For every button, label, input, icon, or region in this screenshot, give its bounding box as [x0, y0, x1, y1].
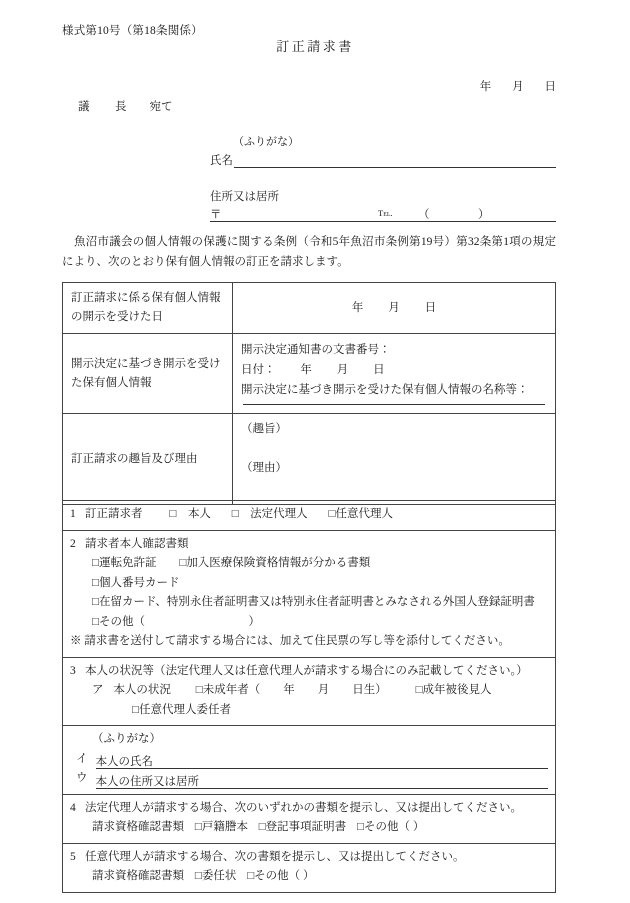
addressee-title: 議 長: [78, 101, 134, 113]
reason-label: （理由）: [241, 462, 287, 474]
item-5-line: [70, 848, 548, 868]
applicant-furigana-label: （ふりがな）: [233, 136, 299, 148]
item-5-options-row: [70, 867, 548, 887]
document-date-day: 日: [373, 364, 385, 376]
item-4-option-family-register[interactable]: □戸籍謄本: [194, 821, 248, 833]
document-date-line: [241, 360, 547, 380]
postal-code-symbol: 〒: [210, 209, 222, 221]
row-header-purpose-reason: [63, 414, 233, 505]
item-4-number: 4: [70, 801, 76, 814]
applicant-name-label: 氏名: [210, 155, 233, 167]
body-paragraph: 魚沼市議会の個人情報の保護に関する条例（令和5年魚沼市条例第19号）第32条第1項の規定により、次のとおり保有個人情報の訂正を請求します。: [62, 236, 556, 268]
date-month-label: 月: [512, 81, 524, 93]
row-header-label: 訂正請求に係る保有個人情報の開示を受けた日: [71, 292, 221, 323]
table-row: [63, 334, 556, 414]
item-3-address-row: [70, 769, 548, 789]
item-1-option-voluntary-rep[interactable]: □任意代理人: [328, 508, 393, 520]
item-4-label: 法定代理人が請求する場合、次のいずれかの書類を提示し、又は提出してください。: [85, 801, 522, 814]
table-row: [63, 726, 556, 795]
item-3-label: 本人の状況等（法定代理人又は任意代理人が請求する場合にのみ記載してください。）: [85, 664, 528, 677]
submission-date-line: [480, 78, 556, 94]
row-value-disclosed-info[interactable]: [233, 334, 556, 414]
item-3-sub-a-marker: ア: [92, 684, 104, 696]
disclosure-date-fields: [233, 293, 555, 324]
table-row: [63, 530, 556, 657]
item-2-option-my-number-card[interactable]: □個人番号カード: [92, 576, 180, 589]
item-3-option-adult-ward[interactable]: □成年被後見人: [415, 684, 492, 696]
purpose-label: （趣旨）: [241, 423, 287, 435]
item-1-label: 訂正請求者: [85, 508, 143, 520]
item-5-docs-label: 請求資格確認書類: [92, 870, 184, 882]
reason-input-area[interactable]: [241, 478, 547, 498]
table-row: [63, 657, 556, 726]
item-3-option-voluntary-delegator[interactable]: □任意代理人委任者: [132, 703, 231, 716]
item-3-address-input[interactable]: [199, 773, 548, 789]
item-2-options-row-4: [70, 613, 548, 633]
document-date-year: 年: [300, 364, 312, 376]
table-row: [63, 414, 556, 505]
row-value-purpose-reason[interactable]: [233, 414, 556, 505]
table-row: [63, 501, 556, 531]
item-1-option-self[interactable]: □ 本人: [169, 508, 211, 520]
table-row: [63, 794, 556, 843]
row-header-disclosure-date: [63, 283, 233, 334]
table-row: [63, 283, 556, 334]
disclosure-year-label: 年: [351, 301, 364, 314]
telephone-paren-open: （: [418, 209, 430, 221]
item-3-sub-c-label: 本人の住所又は居所: [96, 773, 200, 789]
item-1-option-legal-rep[interactable]: □ 法定代理人: [231, 508, 308, 520]
document-title: 訂正請求書: [276, 39, 354, 54]
applicant-address-label: 住所又は居所: [210, 191, 279, 203]
item-5-label: 任意代理人が請求する場合、次の書類を提示し、又は提出してください。: [85, 850, 465, 863]
item-3-name-row: [70, 750, 548, 770]
checklist-table: [62, 500, 556, 893]
item-2-options-row-3: [70, 593, 548, 613]
item-2-number: 2: [70, 537, 76, 550]
item-1-line: [70, 505, 548, 525]
row-header-label: 訂正請求の趣旨及び理由: [71, 452, 198, 465]
date-day-label: 日: [544, 81, 556, 93]
telephone-label: Tel.: [378, 208, 393, 218]
row-header-disclosed-info: [63, 334, 233, 414]
disclosure-info-table: [62, 282, 556, 505]
disclosed-info-name-input[interactable]: [243, 403, 545, 405]
disclosed-info-name-line: 開示決定に基づき開示を受けた保有個人情報の名称等：: [241, 384, 529, 396]
item-4-option-registry-certificate[interactable]: □登記事項証明書: [258, 821, 347, 833]
item-1-cell: [63, 501, 556, 531]
item-2-line: [70, 535, 548, 555]
applicant-name-input[interactable]: [234, 154, 556, 168]
purpose-input-area[interactable]: [241, 439, 547, 459]
item-5-option-other[interactable]: □その他（ ）: [247, 870, 315, 882]
item-3-line: [70, 662, 548, 682]
item-3-sub-c-marker: ウ: [76, 772, 88, 784]
disclosure-day-label: 日: [424, 301, 437, 314]
item-4-docs-label: 請求資格確認書類: [92, 821, 184, 833]
applicant-address-row[interactable]: [210, 206, 556, 222]
disclosed-info-fields: [233, 334, 555, 413]
item-2-label: 請求者本人確認書類: [85, 537, 189, 550]
item-4-options-row: [70, 818, 548, 838]
item-4-cell: [63, 794, 556, 843]
item-2-option-residence-card[interactable]: □在留カード、特別永住者証明書又は特別永住者証明書とみなされる外国人登録証明書: [92, 596, 535, 608]
item-2-note: ※ 請求書を送付して請求する場合には、加えて住民票の写し等を添付してください。: [70, 635, 510, 647]
row-value-disclosure-date[interactable]: [233, 283, 556, 334]
item-4-line: [70, 799, 548, 819]
addressee-suffix: 宛て: [149, 101, 173, 113]
item-3-name-input[interactable]: [153, 753, 548, 769]
item-3-sub-a-row-2: [70, 701, 548, 721]
document-date-month: 月: [336, 364, 349, 376]
item-1-number: 1: [70, 508, 76, 520]
item-3-number: 3: [70, 664, 76, 677]
item-3-sub-b-marker: イ: [76, 752, 88, 765]
item-2-cell: [63, 530, 556, 657]
date-year-label: 年: [479, 81, 492, 93]
row-header-label: 開示決定に基づき開示を受けた保有個人情報: [71, 357, 221, 389]
item-2-option-drivers-license[interactable]: □運転免許証: [92, 557, 157, 569]
item-2-options-row-2: [70, 574, 548, 594]
item-4-option-other[interactable]: □その他（ ）: [357, 821, 425, 833]
item-3-option-minor[interactable]: □未成年者（ 年 月 日生）: [195, 684, 387, 696]
item-3-sub-a-label: 本人の状況: [113, 684, 171, 696]
item-3-identity-cell: [63, 726, 556, 795]
purpose-reason-fields: [233, 414, 555, 504]
document-number-line: 開示決定通知書の文書番号：: [241, 344, 391, 356]
item-2-option-health-insurance[interactable]: □加入医療保険資格情報が分かる書類: [179, 557, 371, 569]
addressee: [78, 98, 173, 114]
document-date-label: 日付：: [241, 364, 276, 376]
item-2-option-other[interactable]: □その他（ ）: [92, 615, 260, 628]
item-5-cell: [63, 843, 556, 892]
applicant-name-row: [210, 152, 556, 168]
item-3-sub-b-label: 本人の氏名: [96, 753, 154, 769]
telephone-paren-close: ）: [478, 209, 490, 221]
table-row: [63, 843, 556, 892]
item-5-option-power-of-attorney[interactable]: □委任状: [194, 870, 237, 882]
item-3-furigana-label: （ふりがな）: [92, 733, 161, 745]
item-5-number: 5: [70, 850, 76, 863]
item-3-cell: [63, 657, 556, 726]
item-2-options-row-1: [70, 554, 548, 574]
item-3-sub-a-row: [70, 681, 548, 701]
form-number: 様式第10号（第18条関係）: [62, 25, 203, 37]
disclosure-month-label: 月: [388, 301, 400, 314]
